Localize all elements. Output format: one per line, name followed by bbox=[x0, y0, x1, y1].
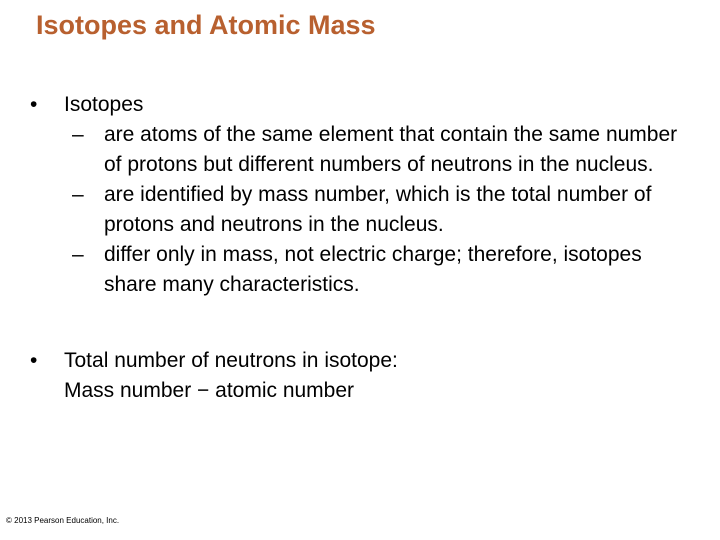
bullet-text: Total number of neutrons in isotope: bbox=[64, 349, 398, 372]
bullet-text: Isotopes bbox=[64, 93, 144, 116]
slide-body bbox=[30, 90, 700, 406]
sub-item-text: are identified by mass number, which is the total number of protons and neutrons in the nucleus. bbox=[104, 183, 652, 236]
slide-title: Isotopes and Atomic Mass bbox=[36, 10, 376, 40]
bullet-total-neutrons bbox=[30, 346, 700, 406]
copyright-footer: © 2013 Pearson Education, Inc. bbox=[6, 516, 120, 525]
sub-item-marker: – bbox=[72, 183, 84, 206]
bullet-isotopes bbox=[30, 90, 700, 300]
bullet-marker: • bbox=[30, 349, 38, 372]
sub-item-text: are atoms of the same element that contain the same number of protons but different numbers of neutrons in the nucleus. bbox=[104, 123, 678, 176]
sub-item-differ-mass bbox=[72, 240, 700, 300]
sub-item-marker: – bbox=[72, 243, 84, 266]
bullet-marker: • bbox=[30, 93, 38, 116]
sub-list bbox=[64, 120, 700, 300]
formula-text: Mass number − atomic number bbox=[64, 379, 355, 402]
sub-item-mass-number bbox=[72, 180, 700, 240]
sub-item-same-element bbox=[72, 120, 700, 180]
sub-item-marker: – bbox=[72, 123, 84, 146]
sub-item-text: differ only in mass, not electric charge; therefore, isotopes share many characteristics. bbox=[104, 243, 642, 296]
